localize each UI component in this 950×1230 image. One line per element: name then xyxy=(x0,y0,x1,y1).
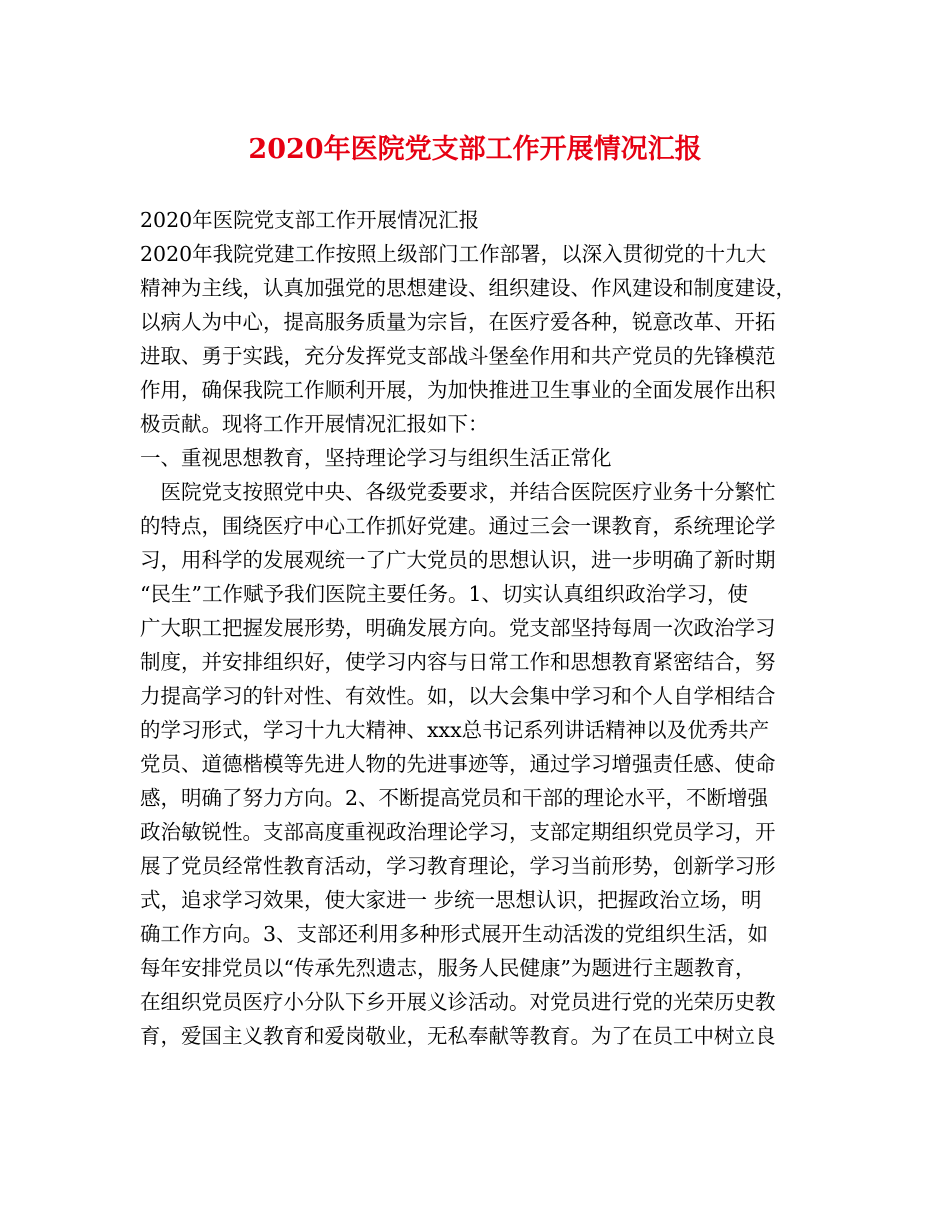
body-line: 感，明确了努力方向。2、不断提高党员和干部的理论水平，不断增强 xyxy=(140,786,769,810)
body-line: 2020年我院党建工作按照上级部门工作部署，以深入贯彻党的十九大 xyxy=(140,242,767,266)
body-line: 每年安排党员以“传承先烈遗志，服务人民健康”为题进行主题教育， xyxy=(140,956,756,980)
body-line: 式，追求学习效果，使大家进一 步统一思想认识，把握政治立场，明 xyxy=(140,888,762,912)
body-line: 2020年医院党支部工作开展情况汇报 xyxy=(140,208,480,232)
body-line: 的特点，围绕医疗中心工作抓好党建。通过三会一课教育，系统理论学 xyxy=(140,514,776,538)
body-line: 精神为主线，认真加强党的思想建设、组织建设、作风建设和制度建设， xyxy=(140,276,796,300)
document-body xyxy=(140,203,830,1053)
body-line: 育，爱国主义教育和爱岗敬业，无私奉献等教育。为了在员工中树立良 xyxy=(140,1024,776,1048)
body-line: 制度，并安排组织好，使学习内容与日常工作和思想教育紧密结合，努 xyxy=(140,650,776,674)
body-line: 展了党员经常性教育活动，学习教育理论，学习当前形势，创新学习形 xyxy=(140,854,776,878)
body-line: 的学习形式，学习十九大精神、xxx总书记系列讲话精神以及优秀共产 xyxy=(140,718,770,742)
body-line: 作用，确保我院工作顺利开展，为加快推进卫生事业的全面发展作出积 xyxy=(140,378,776,402)
body-line: “民生”工作赋予我们医院主要任务。1、切实认真组织政治学习，使 xyxy=(140,582,749,606)
body-line: 政治敏锐性。支部高度重视政治理论学习，支部定期组织党员学习，开 xyxy=(140,820,776,844)
body-line: 党员、道德楷模等先进人物的先进事迹等，通过学习增强责任感、使命 xyxy=(140,752,776,776)
body-line: 力提高学习的针对性、有效性。如，以大会集中学习和个人自学相结合 xyxy=(140,684,776,708)
body-line: 医院党支按照党中央、各级党委要求，并结合医院医疗业务十分繁忙 xyxy=(140,480,776,504)
body-line: 习，用科学的发展观统一了广大党员的思想认识，进一步明确了新时期 xyxy=(140,548,776,572)
body-line: 确工作方向。3、支部还利用多种形式展开生动活泼的党组织生活，如 xyxy=(140,922,769,946)
document-title: 2020年医院党支部工作开展情况汇报 xyxy=(248,134,702,165)
body-line: 在组织党员医疗小分队下乡开展义诊活动。对党员进行党的光荣历史教 xyxy=(140,990,776,1014)
body-line: 极贡献。现将工作开展情况汇报如下： xyxy=(140,412,489,436)
body-line: 广大职工把握发展形势，明确发展方向。党支部坚持每周一次政治学习 xyxy=(140,616,776,640)
body-line: 以病人为中心，提高服务质量为宗旨，在医疗爱各种，锐意改革、开拓 xyxy=(140,310,776,334)
section-heading: 一、重视思想教育，坚持理论学习与组织生活正常化 xyxy=(140,446,612,470)
body-line: 进取、勇于实践，充分发挥党支部战斗堡垒作用和共产党员的先锋模范 xyxy=(140,344,776,368)
